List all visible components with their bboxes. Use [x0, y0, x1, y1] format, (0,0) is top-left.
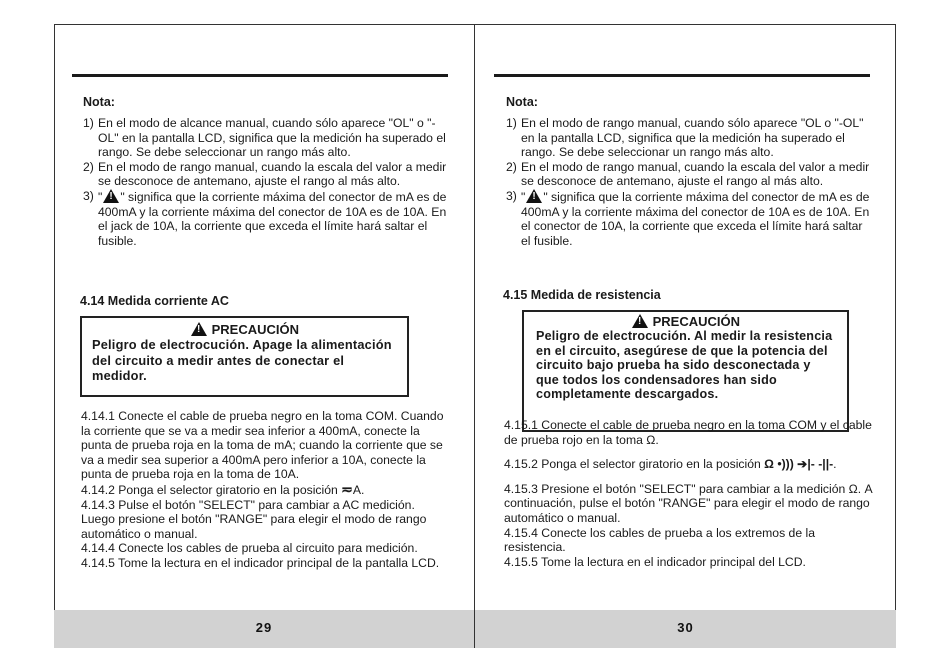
- nota-label: Nota:: [506, 95, 538, 109]
- step-text-post: A.: [352, 482, 365, 497]
- note-item: [506, 189, 874, 248]
- warning-body: Peligro de electrocución. Apage la alimentación del circuito a medir antes de conectar el medidor.: [92, 337, 392, 384]
- note-number: 3): [506, 188, 517, 203]
- notes-list: [506, 116, 874, 248]
- note-number: 1): [83, 116, 94, 130]
- note-number: 2): [83, 159, 94, 174]
- warning-box: [522, 310, 849, 432]
- step-text-pre: 4.14.2 Ponga el selector giratorio en la posición: [81, 482, 338, 497]
- warning-title-row: [536, 314, 835, 329]
- note-text: " significa que la corriente máxima del conector de mA es de 400mA y la corriente máxima del conector de 10A es de 10A. En el jack de 10A, la corriente que exceda el límite hará saltar el fusible.: [98, 189, 447, 248]
- note-text: En el modo de rango manual, cuando la escala del valor a medir se desconoce de antemano, ajuste el rango al más alto.: [521, 159, 870, 189]
- section-title: 4.15 Medida de resistencia: [503, 288, 661, 302]
- header-rule: [494, 74, 870, 77]
- note-text-pre: ": [521, 189, 526, 204]
- note-text: En el modo de rango manual, cuando sólo aparece "OL o "-OL" en la pantalla LCD, significa que la medición ha superado el rango. Se debe seleccionar un rango más alto.: [521, 116, 864, 160]
- step-text: 4.15.4 Conecte los cables de prueba a los extremos de la resistencia.: [504, 525, 815, 555]
- note-item: [83, 160, 448, 189]
- ac-symbol-icon: ≂: [341, 480, 353, 497]
- note-number: 1): [506, 116, 517, 130]
- note-text: En el modo de rango manual, cuando la escala del valor a medir se desconoce de antemano, ajuste el rango al más alto.: [98, 159, 447, 189]
- warning-triangle-icon: [632, 314, 648, 328]
- page-number: 30: [677, 620, 694, 635]
- steps-block: [504, 418, 876, 569]
- page-number: 29: [255, 620, 273, 635]
- warning-triangle-icon: [103, 189, 119, 203]
- ohm-continuity-diode-capacitor-symbols-icon: Ω •))) ➔|- -||-: [764, 457, 834, 472]
- note-item: [83, 116, 448, 160]
- step-text: 4.15.3 Presione el botón "SELECT" para cambiar a la medición Ω. A continuación, pulse el botón "RANGE" para elegir el modo de rango automático o manual.: [504, 481, 873, 525]
- note-item: [506, 160, 874, 189]
- warning-box: [80, 316, 409, 397]
- step-text: 4.15.1 Conecte el cable de prueba negro en la toma COM y el cable de prueba rojo en la toma Ω.: [504, 418, 872, 447]
- notes-list: [83, 116, 448, 248]
- page-footer: [475, 610, 896, 648]
- note-item: [506, 116, 874, 160]
- nota-label: Nota:: [83, 95, 115, 109]
- warning-body: Peligro de electrocución. Al medir la resistencia en el circuito, asegúrese de que la potencia del circuito bajo prueba ha sido desconectada y que todos los condensadores han sido completamente descargados.: [536, 329, 833, 402]
- warning-title-row: [92, 322, 397, 337]
- left-page: [54, 24, 474, 648]
- note-item: [83, 189, 448, 248]
- warning-triangle-icon: [526, 189, 542, 203]
- warning-triangle-icon: [191, 322, 207, 336]
- right-page: [475, 24, 896, 648]
- header-rule: [72, 74, 448, 77]
- page-footer: [54, 610, 474, 648]
- step-text: [504, 457, 876, 472]
- steps-block: [81, 409, 451, 571]
- warning-title: PRECAUCIÓN: [652, 314, 741, 329]
- step-text: 4.15.5 Tome la lectura en el indicador principal del LCD.: [504, 554, 806, 569]
- step-text-pre: 4.15.2 Ponga el selector giratorio en la posición: [504, 457, 761, 472]
- step-text-post: .: [833, 457, 837, 472]
- step-text: 4.14.3 Pulse el botón "SELECT" para cambiar a AC medición. Luego presione el botón "RANGE" para elegir el modo de rango automático o manual.: [81, 497, 427, 541]
- note-text: " significa que la corriente máxima del conector de mA es de 400mA y la corriente máxima del conector de 10A es de 10A. En el conector de 10A, la corriente que exceda el límite hará saltar el fusible.: [521, 189, 870, 248]
- note-number: 3): [83, 188, 94, 203]
- note-number: 2): [506, 159, 517, 174]
- note-text: En el modo de alcance manual, cuando sólo aparece "OL" o "-OL" en la pantalla LCD, significa que la medición ha superado el rango. Se debe seleccionar un rango más alto.: [98, 116, 446, 160]
- section-title: 4.14 Medida corriente AC: [80, 294, 229, 308]
- step-text: 4.14.4 Conecte los cables de prueba al circuito para medición.: [81, 541, 418, 556]
- note-text-pre: ": [98, 189, 103, 204]
- step-text: [81, 482, 451, 498]
- step-text: 4.14.5 Tome la lectura en el indicador principal de la pantalla LCD.: [81, 555, 440, 570]
- warning-title: PRECAUCIÓN: [211, 322, 300, 337]
- step-text: 4.14.1 Conecte el cable de prueba negro en la toma COM. Cuando la corriente que se va a medir sea inferior a 400mA, conecte la punta de prueba roja en la toma de mA; cuando la corriente que se va a medir sea superior a 400mA pero inferior a 10A, conecte la punta de prueba roja en la toma de 10A.: [81, 409, 444, 482]
